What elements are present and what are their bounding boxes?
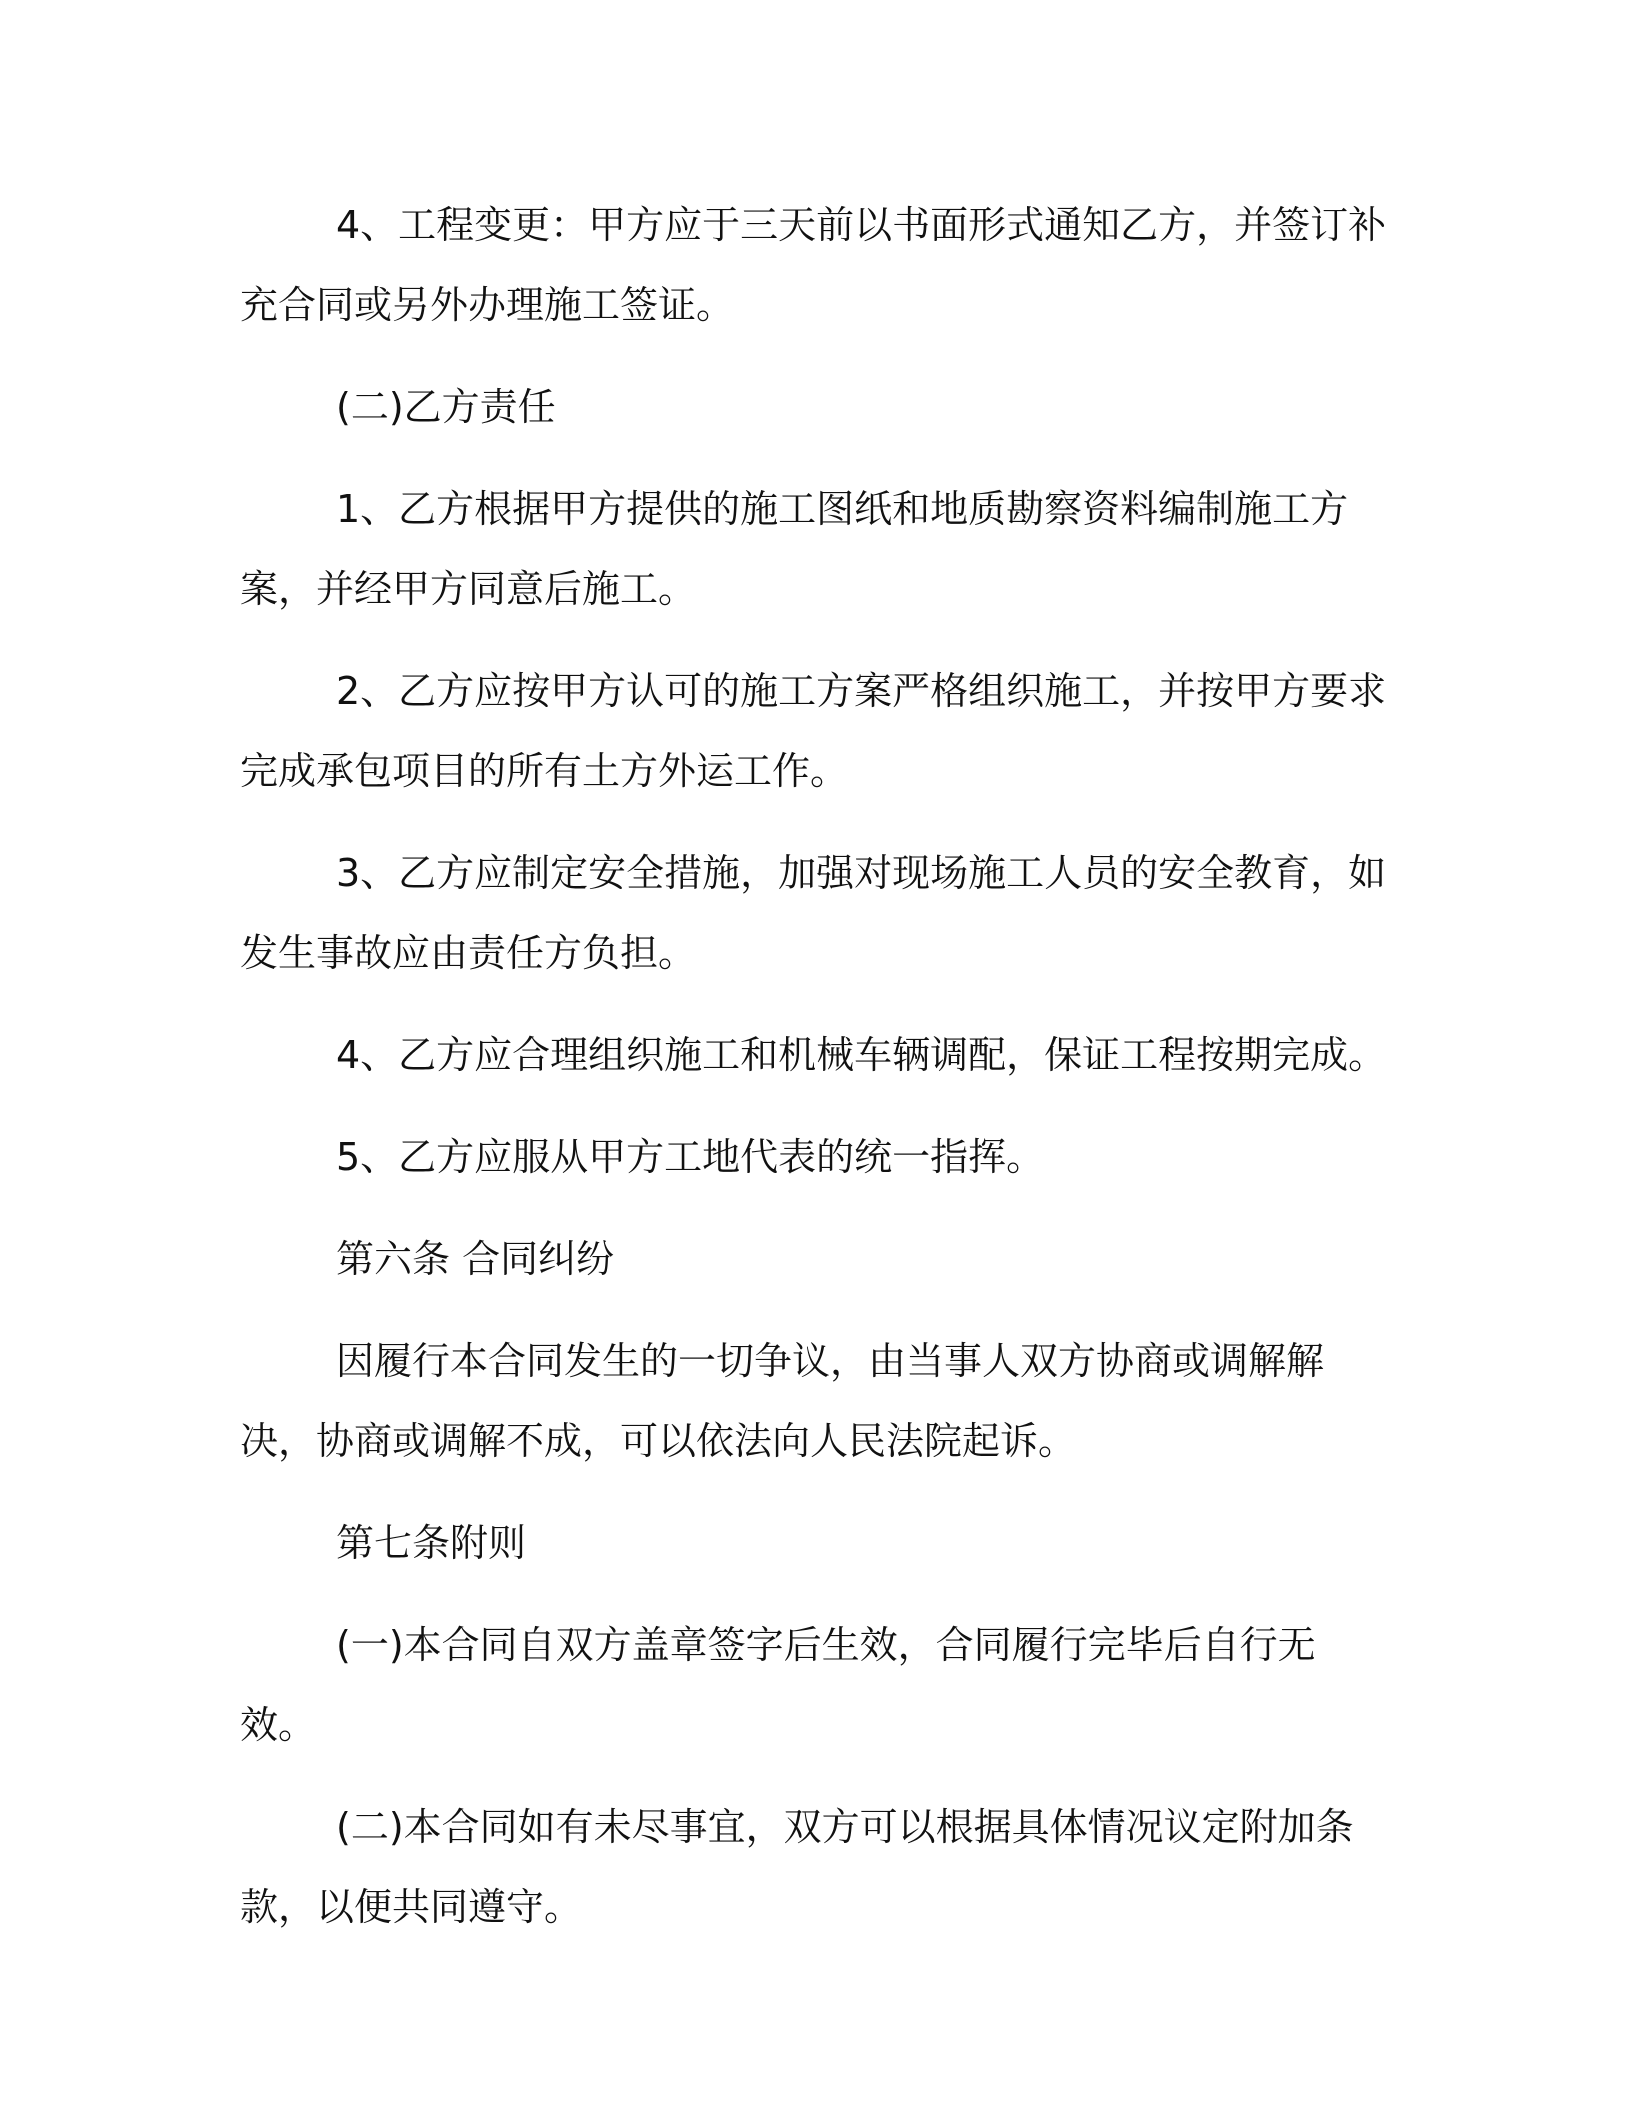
article-6-dispute-text: 因履行本合同发生的一切争议，由当事人双方协商或调解解决，协商或调解不成，可以依法向人民法院起诉。 bbox=[240, 1339, 1325, 1463]
clause-b1-construction-plan: 1、乙方根据甲方提供的施工图纸和地质勘察资料编制施工方案，并经甲方同意后施工。 bbox=[240, 487, 1349, 611]
clause-b2-organize-construction: 2、乙方应按甲方认可的施工方案严格组织施工，并按甲方要求完成承包项目的所有土方外运工作。 bbox=[240, 669, 1387, 793]
section-party-b-responsibility: (二)乙方责任 bbox=[336, 385, 556, 429]
clause-b5-obey-command: 5、乙方应服从甲方工地代表的统一指挥。 bbox=[336, 1135, 1045, 1179]
document-body bbox=[240, 185, 1390, 1969]
clause-b4-vehicle-scheduling: 4、乙方应合理组织施工和机械车辆调配，保证工程按期完成。 bbox=[336, 1033, 1387, 1077]
clause-4-engineering-change: 4、工程变更：甲方应于三天前以书面形式通知乙方，并签订补充合同或另外办理施工签证。 bbox=[240, 203, 1387, 327]
article-6-heading: 第六条 合同纠纷 bbox=[336, 1237, 615, 1281]
clause-b3-safety-measures: 3、乙方应制定安全措施，加强对现场施工人员的安全教育，如发生事故应由责任方负担。 bbox=[240, 851, 1387, 975]
article-7-heading: 第七条附则 bbox=[336, 1521, 527, 1565]
article-7-item-2: (二)本合同如有未尽事宜，双方可以根据具体情况议定附加条款，以便共同遵守。 bbox=[240, 1805, 1354, 1929]
article-7-item-1: (一)本合同自双方盖章签字后生效，合同履行完毕后自行无效。 bbox=[240, 1623, 1316, 1747]
